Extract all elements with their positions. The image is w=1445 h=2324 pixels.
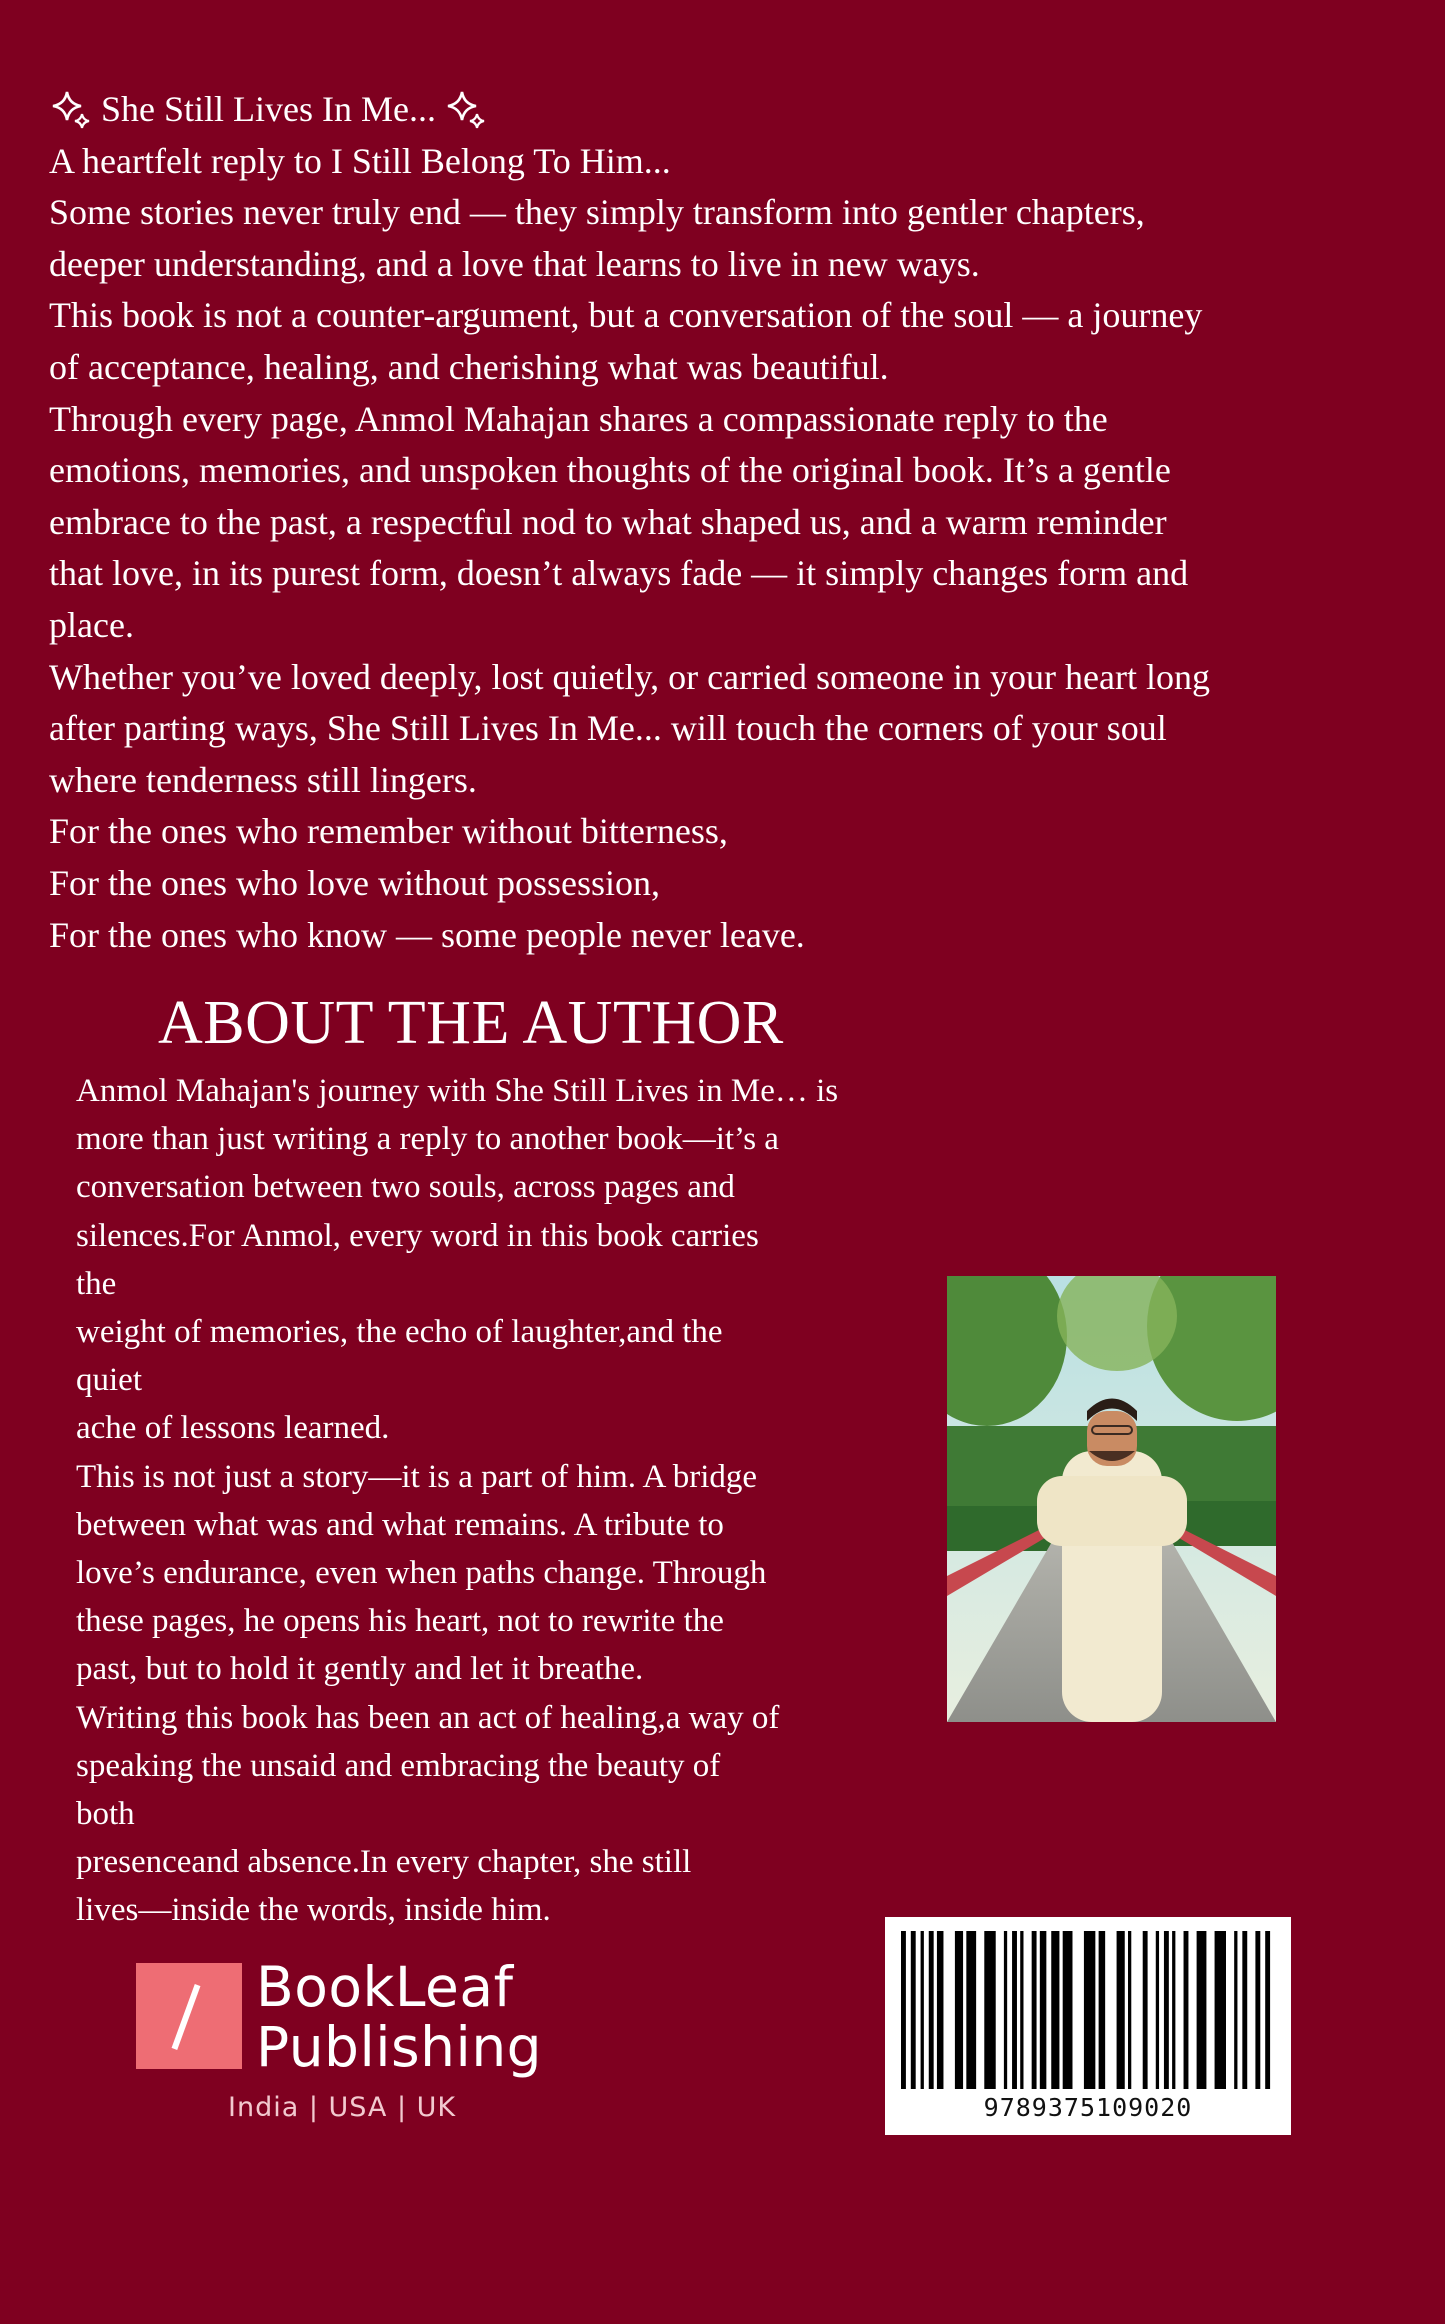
isbn-barcode — [885, 1917, 1291, 2135]
barcode-bar — [1128, 1931, 1131, 2089]
about-paragraph: This is not just a story—it is a part of him. A bridge between what was and what remains. A tribute to love’s endurance, even when paths change. Through these pages, he opens his heart, not to rewrite the past, but to hold it gently and let it breathe. — [76, 1458, 767, 1688]
publisher-logo — [136, 1955, 543, 2123]
barcode-bar — [1012, 1931, 1017, 2089]
barcode-bar — [1051, 1931, 1059, 2089]
about-paragraph: Anmol Mahajan's journey with She Still Lives in Me… is more than just writing a reply to another book—it’s a conversation between two souls, across pages and silences.For Anmol, every word in this book carries the weight of memories, the echo of laughter,and the quiet ache of lessons learned. — [76, 1073, 839, 1447]
isbn-number: 9789375109020 — [983, 2093, 1193, 2122]
barcode-bar — [929, 1931, 934, 2089]
barcode-bar — [1234, 1931, 1237, 2089]
barcode-bar — [1032, 1931, 1037, 2089]
barcode-bar — [1084, 1931, 1095, 2089]
barcode-bar — [1164, 1931, 1169, 2089]
barcode-bar — [1040, 1931, 1047, 2089]
book-title: She Still Lives In Me... — [101, 89, 436, 129]
book-title-line — [49, 84, 1399, 136]
about-paragraph: Writing this book has been an act of healing,a way of speaking the unsaid and embracing the beauty of both presenceand absence.In every chapter, she still lives—inside the words, inside him. — [76, 1699, 780, 1929]
publisher-name — [256, 1957, 542, 2077]
about-author-text — [76, 1067, 956, 1935]
barcode-bar — [1156, 1931, 1159, 2089]
barcode-bar — [1255, 1931, 1260, 2089]
barcode-bar — [1265, 1931, 1270, 2089]
blurb-paragraph: Whether you’ve loved deeply, lost quietly, or carried someone in your heart long after parting ways, She Still Lives In Me... will touch the corners of your soul where tenderness still lingers. — [49, 656, 1210, 800]
barcode-bar — [901, 1931, 906, 2089]
barcode-bar — [1004, 1931, 1007, 2089]
blurb-paragraph: This book is not a counter-argument, but a conversation of the soul — a journey of acceptance, healing, and cherishing what was beautiful. — [49, 295, 1203, 387]
barcode-bar — [1063, 1931, 1073, 2089]
blurb-paragraph: Through every page, Anmol Mahajan shares a compassionate reply to the emotions, memories, and unspoken thoughts of the original book. It’s a gentle embrace to the past, a respectful nod to what shaped us, and a warm reminder that love, in its purest form, doesn’t always fade — it simply changes form and place. — [49, 398, 1189, 645]
barcode-bar — [1143, 1931, 1148, 2089]
book-subtitle: A heartfelt reply to I Still Belong To Him... — [49, 140, 671, 181]
barcode-bar — [1117, 1931, 1125, 2089]
barcode-bar — [1197, 1931, 1207, 2089]
sparkle-icon — [49, 88, 93, 132]
barcode-bar — [937, 1931, 944, 2089]
back-cover-blurb — [49, 84, 1399, 961]
publisher-name-line: BookLeaf — [256, 1955, 514, 2019]
barcode-bar — [1020, 1931, 1023, 2089]
publisher-regions: India | USA | UK — [228, 2092, 457, 2123]
barcode-bar — [911, 1931, 916, 2089]
about-author-heading: ABOUT THE AUTHOR — [158, 989, 784, 1057]
publisher-logo-mark — [136, 1963, 242, 2069]
barcode-bar — [966, 1931, 976, 2089]
barcode-bar — [921, 1931, 924, 2089]
dedication-line: For the ones who know — some people never leave. — [49, 914, 805, 955]
blurb-paragraph: Some stories never truly end — they simply transform into gentler chapters, deeper understanding, and a love that learns to live in new ways. — [49, 192, 1145, 284]
publisher-name-line: Publishing — [256, 2015, 543, 2079]
barcode-bar — [1172, 1931, 1175, 2089]
barcode-bar — [984, 1931, 995, 2089]
author-photo — [947, 1276, 1276, 1722]
dedication-line: For the ones who remember without bitterness, — [49, 811, 728, 852]
barcode-bars — [897, 1931, 1279, 2089]
slash-icon — [172, 1984, 201, 2050]
barcode-bar — [1184, 1931, 1189, 2089]
sparkle-icon — [444, 88, 488, 132]
barcode-bar — [1099, 1931, 1106, 2089]
dedication-line: For the ones who love without possession, — [49, 862, 660, 903]
barcode-bar — [1242, 1931, 1247, 2089]
barcode-bar — [1215, 1931, 1226, 2089]
barcode-bar — [955, 1931, 963, 2089]
